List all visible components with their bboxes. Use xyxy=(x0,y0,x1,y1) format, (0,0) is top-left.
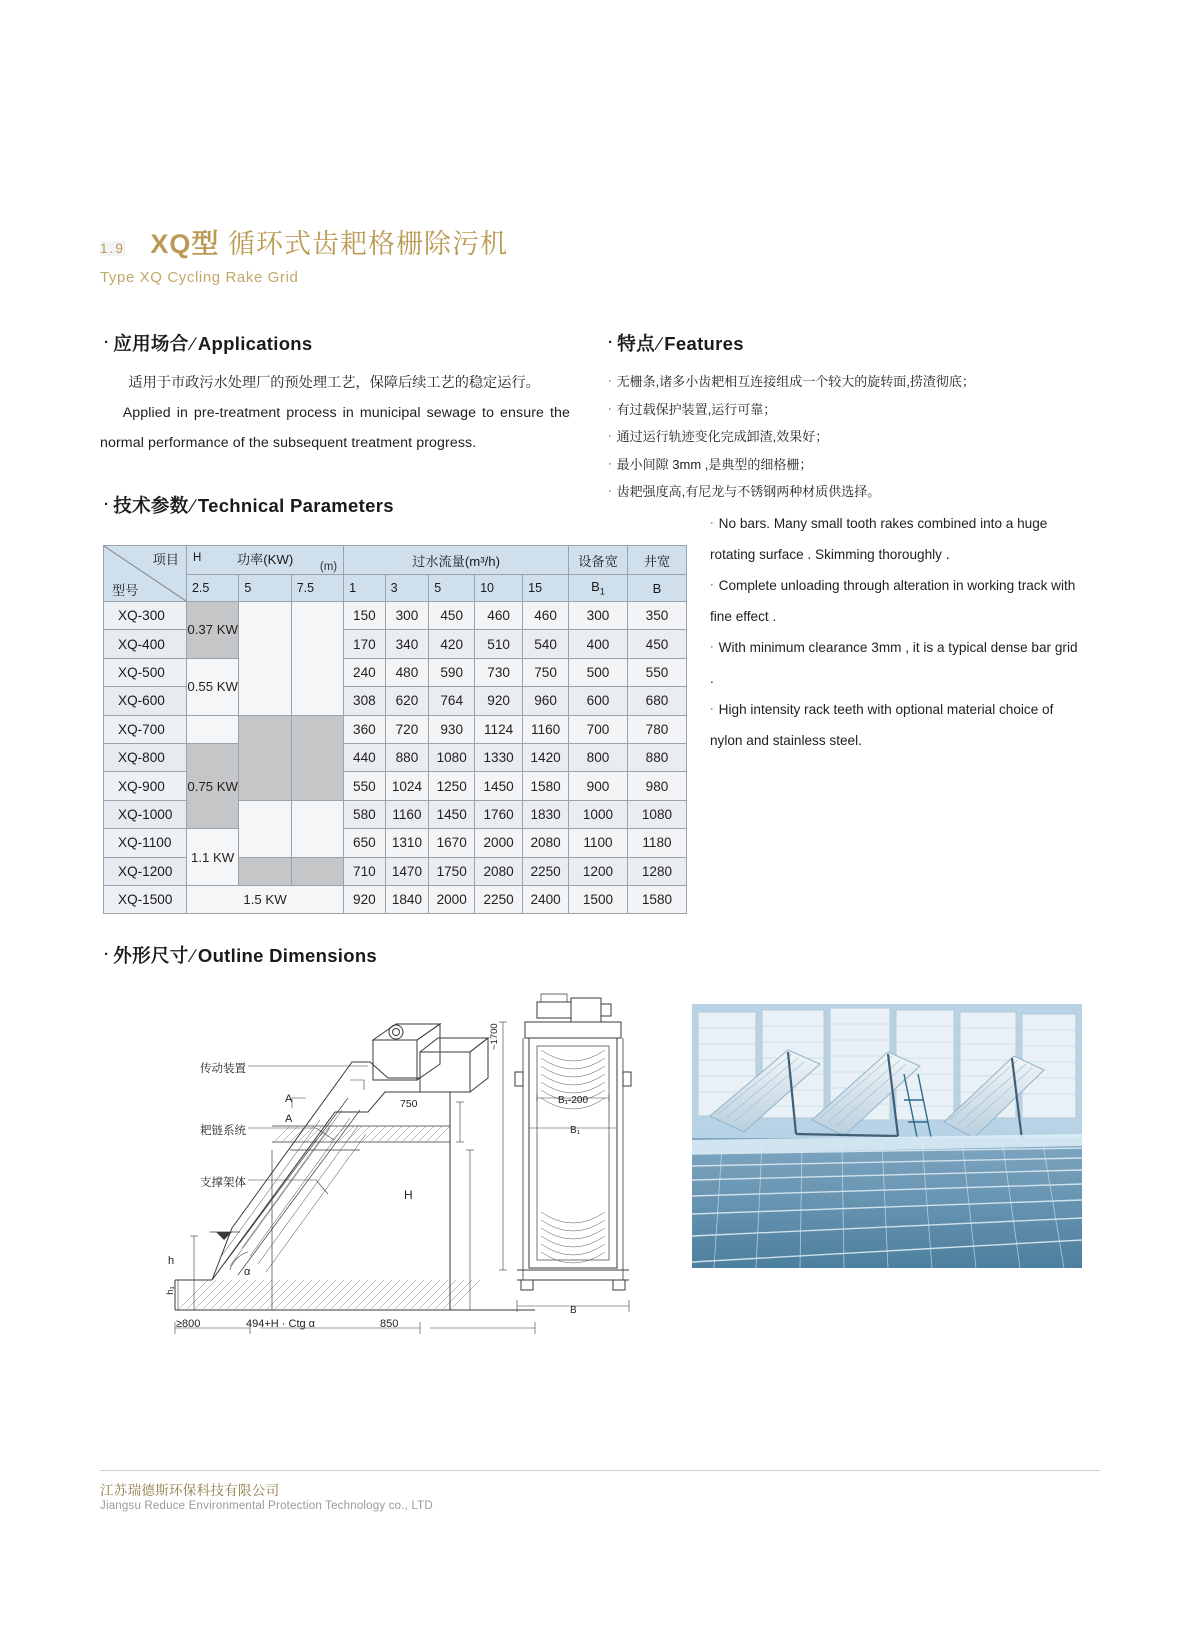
flow-cell: 340 xyxy=(385,630,429,658)
power-gray-cell xyxy=(291,857,343,885)
feature-text: With minimum clearance 3mm , it is a typical dense bar grid . xyxy=(710,640,1078,686)
spec-table-wrapper xyxy=(103,545,687,914)
mark-A-lower: A xyxy=(285,1113,293,1125)
label-rake-chain: 耙链系统 xyxy=(200,1125,246,1137)
power-cell xyxy=(186,602,238,659)
dim-alpha: α xyxy=(244,1266,251,1278)
flow-cell: 2250 xyxy=(475,885,523,913)
model-cell: XQ-1100 xyxy=(104,829,187,857)
equip-width-cell: 700 xyxy=(569,715,628,743)
feature-text: 无栅条,诸多小齿耙相互连接组成一个较大的旋转面,捞渣彻底； xyxy=(616,374,975,389)
front-elevation-drawing xyxy=(485,980,685,1330)
well-width-symbol: B xyxy=(627,575,686,602)
bullet-icon: · xyxy=(608,375,612,387)
flow-group-header xyxy=(344,546,569,575)
equip-width-cell: 400 xyxy=(569,630,628,658)
flow-cell: 550 xyxy=(344,772,385,800)
well-width-cell: 1280 xyxy=(627,857,686,885)
flow-cell: 1830 xyxy=(523,800,569,828)
equip-width-cell: 800 xyxy=(569,743,628,771)
flow-cell: 150 xyxy=(344,602,385,630)
flow-cell: 880 xyxy=(385,743,429,771)
table-row xyxy=(104,658,687,686)
dim-b1-200: B₁-200 xyxy=(558,1095,589,1106)
flow-cell: 510 xyxy=(475,630,523,658)
flow-cell: 300 xyxy=(385,602,429,630)
flow-cell: 360 xyxy=(344,715,385,743)
bullet-icon: · xyxy=(608,485,612,497)
list-item xyxy=(608,478,1028,506)
flow-cell: 720 xyxy=(385,715,429,743)
product-photo-image xyxy=(692,1004,1082,1268)
flow-cell: 2080 xyxy=(523,829,569,857)
product-photo xyxy=(692,1004,1082,1268)
model-cell: XQ-800 xyxy=(104,743,187,771)
well-width-cell: 450 xyxy=(627,630,686,658)
power-blank-cell xyxy=(291,602,343,716)
flow-cell: 1310 xyxy=(385,829,429,857)
feature-text: Complete unloading through alteration in working track with fine effect . xyxy=(710,578,1076,624)
power-sub-1: 2.5 xyxy=(186,575,238,602)
label-support-frame: 支撑架体 xyxy=(200,1177,246,1189)
bullet-icon: · xyxy=(710,641,714,653)
table-row xyxy=(104,743,687,771)
flow-cell: 1330 xyxy=(475,743,523,771)
power-blank-cell xyxy=(239,800,291,857)
flow-cell: 1450 xyxy=(475,772,523,800)
model-cell: XQ-600 xyxy=(104,687,187,715)
well-width-cell: 1080 xyxy=(627,800,686,828)
bullet-icon: · xyxy=(104,946,110,963)
flow-cell: 920 xyxy=(344,885,385,913)
model-cell: XQ-400 xyxy=(104,630,187,658)
flow-cell: 1250 xyxy=(429,772,475,800)
section-number: 1.9 xyxy=(100,241,125,256)
flow-cell: 1124 xyxy=(475,715,523,743)
feature-text: 齿耙强度高,有尼龙与不锈钢两种材质供选择。 xyxy=(616,484,881,499)
feature-text: No bars. Many small tooth rakes combined into a huge rotating surface . Skimming thoroughly . xyxy=(710,516,1048,562)
flow-cell: 2400 xyxy=(523,885,569,913)
page-title xyxy=(100,228,800,262)
model-cell: XQ-1500 xyxy=(104,885,187,913)
equip-width-cell: 1200 xyxy=(569,857,628,885)
flow-cell: 460 xyxy=(475,602,523,630)
dim-b1: B₁ xyxy=(570,1125,581,1136)
table-corner-cell xyxy=(104,546,187,602)
power-label: 1.5 KW xyxy=(243,892,287,908)
applications-paragraph-en: Applied in pre-treatment process in municipal sewage to ensure the normal performance of the subsequent treatment progress. xyxy=(100,405,570,451)
model-cell: XQ-700 xyxy=(104,715,187,743)
flow-cell: 1160 xyxy=(385,800,429,828)
power-blank-cell xyxy=(291,800,343,857)
footer-company-cn: 江苏瑞德斯环保科技有限公司 xyxy=(100,1483,280,1498)
flow-cell: 1080 xyxy=(429,743,475,771)
flow-sub-5: 15 xyxy=(523,575,569,602)
well-width-cell: 880 xyxy=(627,743,686,771)
power-cell xyxy=(186,658,238,715)
flow-group-title: 过水流量(m³/h) xyxy=(412,554,501,569)
dim-b: B xyxy=(570,1305,577,1316)
flow-cell: 764 xyxy=(429,687,475,715)
flow-sub-4: 10 xyxy=(475,575,523,602)
dim-base-left: ≥800 xyxy=(176,1318,201,1330)
bullet-icon: · xyxy=(608,402,612,415)
spec-table xyxy=(103,545,687,914)
features-list-cn xyxy=(608,368,1028,506)
footer-divider xyxy=(100,1470,1100,1471)
flow-cell: 590 xyxy=(429,658,475,686)
features-heading-en: Features xyxy=(664,333,744,354)
applications-heading: · 应用场合 ∕ Applications xyxy=(104,333,313,354)
well-width-cell: 980 xyxy=(627,772,686,800)
outline-dimensions-heading: · 外形尺寸 ∕ Outline Dimensions xyxy=(104,945,378,966)
applications-body xyxy=(100,368,570,458)
equip-width-cell: 500 xyxy=(569,658,628,686)
equip-width-header xyxy=(569,546,628,575)
technical-heading-cn: 技术参数 xyxy=(113,495,189,516)
power-cell xyxy=(186,829,238,886)
well-width-cell: 1180 xyxy=(627,829,686,857)
flow-cell: 440 xyxy=(344,743,385,771)
table-row xyxy=(104,829,687,857)
list-item xyxy=(710,694,1082,756)
equip-width-label: 设备宽 xyxy=(578,553,618,569)
power-label: 1.1 KW xyxy=(191,849,235,865)
corner-label-top: 项目 xyxy=(152,552,179,567)
dim-h: h xyxy=(168,1255,175,1267)
dim-H: H xyxy=(404,1188,413,1202)
power-sub-3: 7.5 xyxy=(291,575,343,602)
flow-cell: 308 xyxy=(344,687,385,715)
well-width-cell: 1580 xyxy=(627,885,686,913)
applications-heading-cn: 应用场合 xyxy=(113,333,189,354)
list-item xyxy=(710,570,1082,632)
bullet-icon: · xyxy=(104,496,110,513)
dim-front-height: ~1700 xyxy=(489,1023,500,1050)
bullet-icon: · xyxy=(710,579,714,591)
features-heading: · 特点 ∕ Features xyxy=(608,333,744,354)
well-width-cell: 550 xyxy=(627,658,686,686)
applications-heading-en: Applications xyxy=(197,333,313,354)
list-item xyxy=(608,451,1028,479)
features-list-en xyxy=(710,508,1082,756)
flow-cell: 460 xyxy=(523,602,569,630)
flow-cell: 450 xyxy=(429,602,475,630)
power-cell xyxy=(186,743,238,828)
title-model: XQ型 xyxy=(150,229,220,259)
list-item xyxy=(608,423,1028,451)
power-sub-2: 5 xyxy=(239,575,291,602)
equip-width-cell: 900 xyxy=(569,772,628,800)
table-row xyxy=(104,885,687,913)
power-group-title: 功率(KW) xyxy=(236,552,294,567)
well-width-header xyxy=(627,546,686,575)
equip-width-cell: 1500 xyxy=(569,885,628,913)
technical-parameters-heading: · 技术参数 ∕ Technical Parameters xyxy=(104,495,394,516)
flow-cell: 2000 xyxy=(475,829,523,857)
power-blank-cell xyxy=(239,602,291,716)
flow-cell: 2080 xyxy=(475,857,523,885)
corner-label-bottom: 型号 xyxy=(112,583,139,598)
flow-cell: 1580 xyxy=(523,772,569,800)
well-width-label: 井宽 xyxy=(643,553,671,569)
flow-cell: 170 xyxy=(344,630,385,658)
power-label: 0.75 KW xyxy=(187,778,238,794)
feature-text: 最小间隙 3mm ,是典型的细格栅； xyxy=(616,456,813,472)
flow-cell: 1670 xyxy=(429,829,475,857)
equip-width-cell: 300 xyxy=(569,602,628,630)
dim-h1: h₁ xyxy=(164,1286,176,1295)
features-heading-cn: 特点 xyxy=(617,333,655,354)
flow-cell: 620 xyxy=(385,687,429,715)
dim-base-mid: 494+H · Ctg α xyxy=(246,1318,316,1330)
flow-cell: 2000 xyxy=(429,885,475,913)
title-cn-text: 循环式齿耙格栅除污机 xyxy=(227,229,508,259)
bullet-icon: · xyxy=(608,334,614,351)
bullet-icon: · xyxy=(710,517,714,529)
flow-cell: 650 xyxy=(344,829,385,857)
flow-cell: 420 xyxy=(429,630,475,658)
model-cell: XQ-500 xyxy=(104,658,187,686)
page-title-block xyxy=(100,228,800,286)
model-cell: XQ-1200 xyxy=(104,857,187,885)
flow-cell: 1470 xyxy=(385,857,429,885)
page-subtitle: Type XQ Cycling Rake Grid xyxy=(100,268,299,286)
flow-cell: 1840 xyxy=(385,885,429,913)
flow-cell: 240 xyxy=(344,658,385,686)
flow-cell: 1024 xyxy=(385,772,429,800)
label-drive-unit: 传动装置 xyxy=(200,1063,246,1075)
feature-text: 通过运行轨迹变化完成卸渣,效果好； xyxy=(616,429,829,444)
list-item xyxy=(710,508,1082,570)
power-group-header xyxy=(186,546,343,575)
equip-width-cell: 1100 xyxy=(569,829,628,857)
model-cell: XQ-900 xyxy=(104,772,187,800)
flow-cell: 580 xyxy=(344,800,385,828)
well-width-cell: 780 xyxy=(627,715,686,743)
flow-cell: 1750 xyxy=(429,857,475,885)
bullet-icon: · xyxy=(608,430,612,442)
equip-width-cell: 1000 xyxy=(569,800,628,828)
list-item xyxy=(608,396,1028,424)
list-item xyxy=(710,632,1082,694)
power-gray-cell xyxy=(291,715,343,800)
flow-cell: 1760 xyxy=(475,800,523,828)
flow-cell: 750 xyxy=(523,658,569,686)
model-cell: XQ-300 xyxy=(104,602,187,630)
flow-cell: 730 xyxy=(475,658,523,686)
footer-company-en: Jiangsu Reduce Environmental Protection Technology co., LTD xyxy=(100,1500,433,1512)
bullet-icon: · xyxy=(710,703,714,715)
technical-heading-en: Technical Parameters xyxy=(197,495,394,516)
power-gray-cell xyxy=(239,715,291,800)
mark-A-upper: A xyxy=(285,1093,293,1105)
flow-sub-3: 5 xyxy=(429,575,475,602)
flow-cell: 1420 xyxy=(523,743,569,771)
flow-cell: 960 xyxy=(523,687,569,715)
flow-cell: 1160 xyxy=(523,715,569,743)
applications-paragraph-cn: 适用于市政污水处理厂的预处理工艺，保障后续工艺的稳定运行。 xyxy=(128,375,540,391)
bullet-icon: · xyxy=(104,334,110,351)
equip-width-symbol: $B_1$ xyxy=(569,575,628,602)
model-cell: XQ-1000 xyxy=(104,800,187,828)
power-label: 0.55 KW xyxy=(187,679,238,695)
equip-width-cell: 600 xyxy=(569,687,628,715)
table-header-row xyxy=(104,546,687,575)
dim-base-right: 850 xyxy=(380,1318,399,1330)
flow-cell: 1450 xyxy=(429,800,475,828)
table-subheader-row xyxy=(104,575,687,602)
table-row xyxy=(104,715,687,743)
dim-750: 750 xyxy=(400,1098,418,1110)
power-cell xyxy=(186,885,343,913)
feature-text: 有过载保护装置,运行可靠； xyxy=(616,401,777,417)
flow-cell: 710 xyxy=(344,857,385,885)
power-label: 0.37 KW xyxy=(187,622,238,638)
power-unit-label: (m) xyxy=(319,561,338,573)
flow-cell: 930 xyxy=(429,715,475,743)
outline-heading-en: Outline Dimensions xyxy=(197,945,378,966)
well-width-cell: 680 xyxy=(627,687,686,715)
table-row xyxy=(104,602,687,630)
flow-cell: 480 xyxy=(385,658,429,686)
power-gray-cell xyxy=(239,857,291,885)
flow-cell: 2250 xyxy=(523,857,569,885)
flow-sub-1: 1 xyxy=(344,575,385,602)
flow-cell: 540 xyxy=(523,630,569,658)
outline-heading-cn: 外形尺寸 xyxy=(113,945,189,966)
list-item xyxy=(608,368,1028,396)
power-h-label: H xyxy=(192,552,202,564)
feature-text: High intensity rack teeth with optional material choice of nylon and stainless steel. xyxy=(710,702,1054,748)
bullet-icon: · xyxy=(608,457,612,470)
flow-cell: 920 xyxy=(475,687,523,715)
well-width-cell: 350 xyxy=(627,602,686,630)
flow-sub-2: 3 xyxy=(385,575,429,602)
power-blank-cell xyxy=(186,715,238,743)
